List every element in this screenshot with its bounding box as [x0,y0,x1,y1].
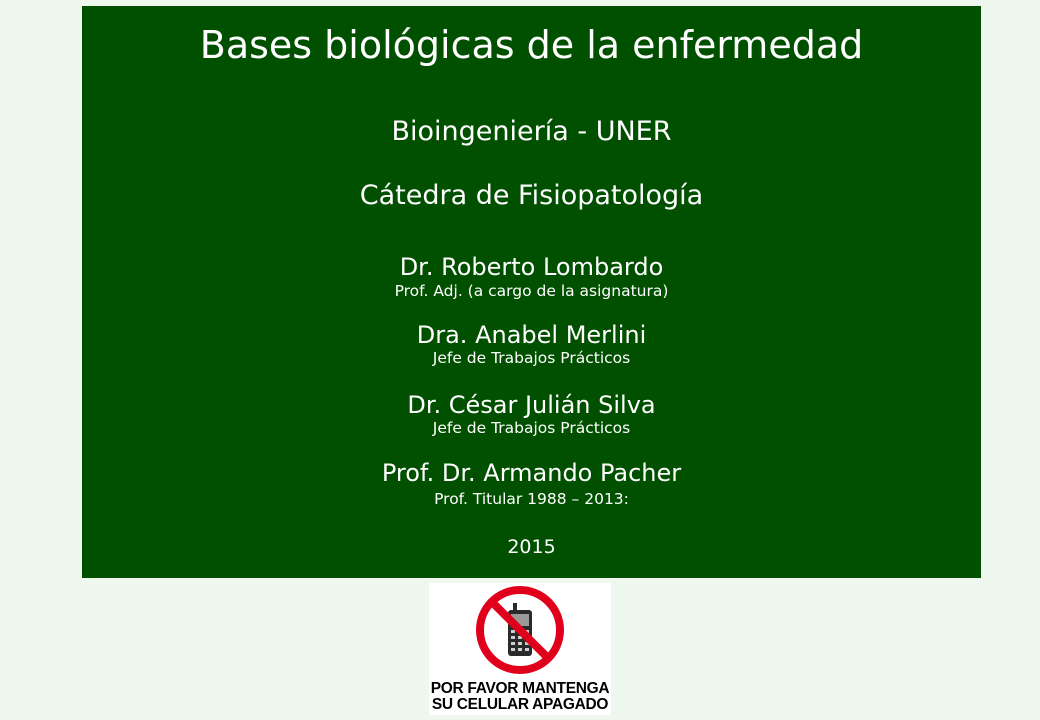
sign-text-line-1: POR FAVOR MANTENGA [430,680,610,697]
faculty-name-2: Dra. Anabel Merlini [416,321,647,349]
program-name: Bioingeniería - UNER [391,116,672,147]
slide-title: Bases biológicas de la enfermedad [199,23,864,67]
slide-panel [82,6,981,578]
faculty-role-1: Prof. Adj. (a cargo de la asignatura) [394,282,669,300]
no-cellphone-icon [473,585,567,675]
faculty-role-2: Jefe de Trabajos Prácticos [432,349,631,367]
sign-text-line-2: SU CELULAR APAGADO [431,696,609,713]
department-name: Cátedra de Fisiopatología [359,180,704,211]
faculty-role-4: Prof. Titular 1988 – 2013: [434,490,629,508]
phone-off-sign [429,583,611,715]
faculty-name-3: Dr. César Julián Silva [407,391,656,419]
slide-year: 2015 [507,536,556,558]
faculty-name-1: Dr. Roberto Lombardo [399,253,664,281]
faculty-name-4: Prof. Dr. Armando Pacher [381,459,682,487]
faculty-role-3: Jefe de Trabajos Prácticos [432,419,631,437]
